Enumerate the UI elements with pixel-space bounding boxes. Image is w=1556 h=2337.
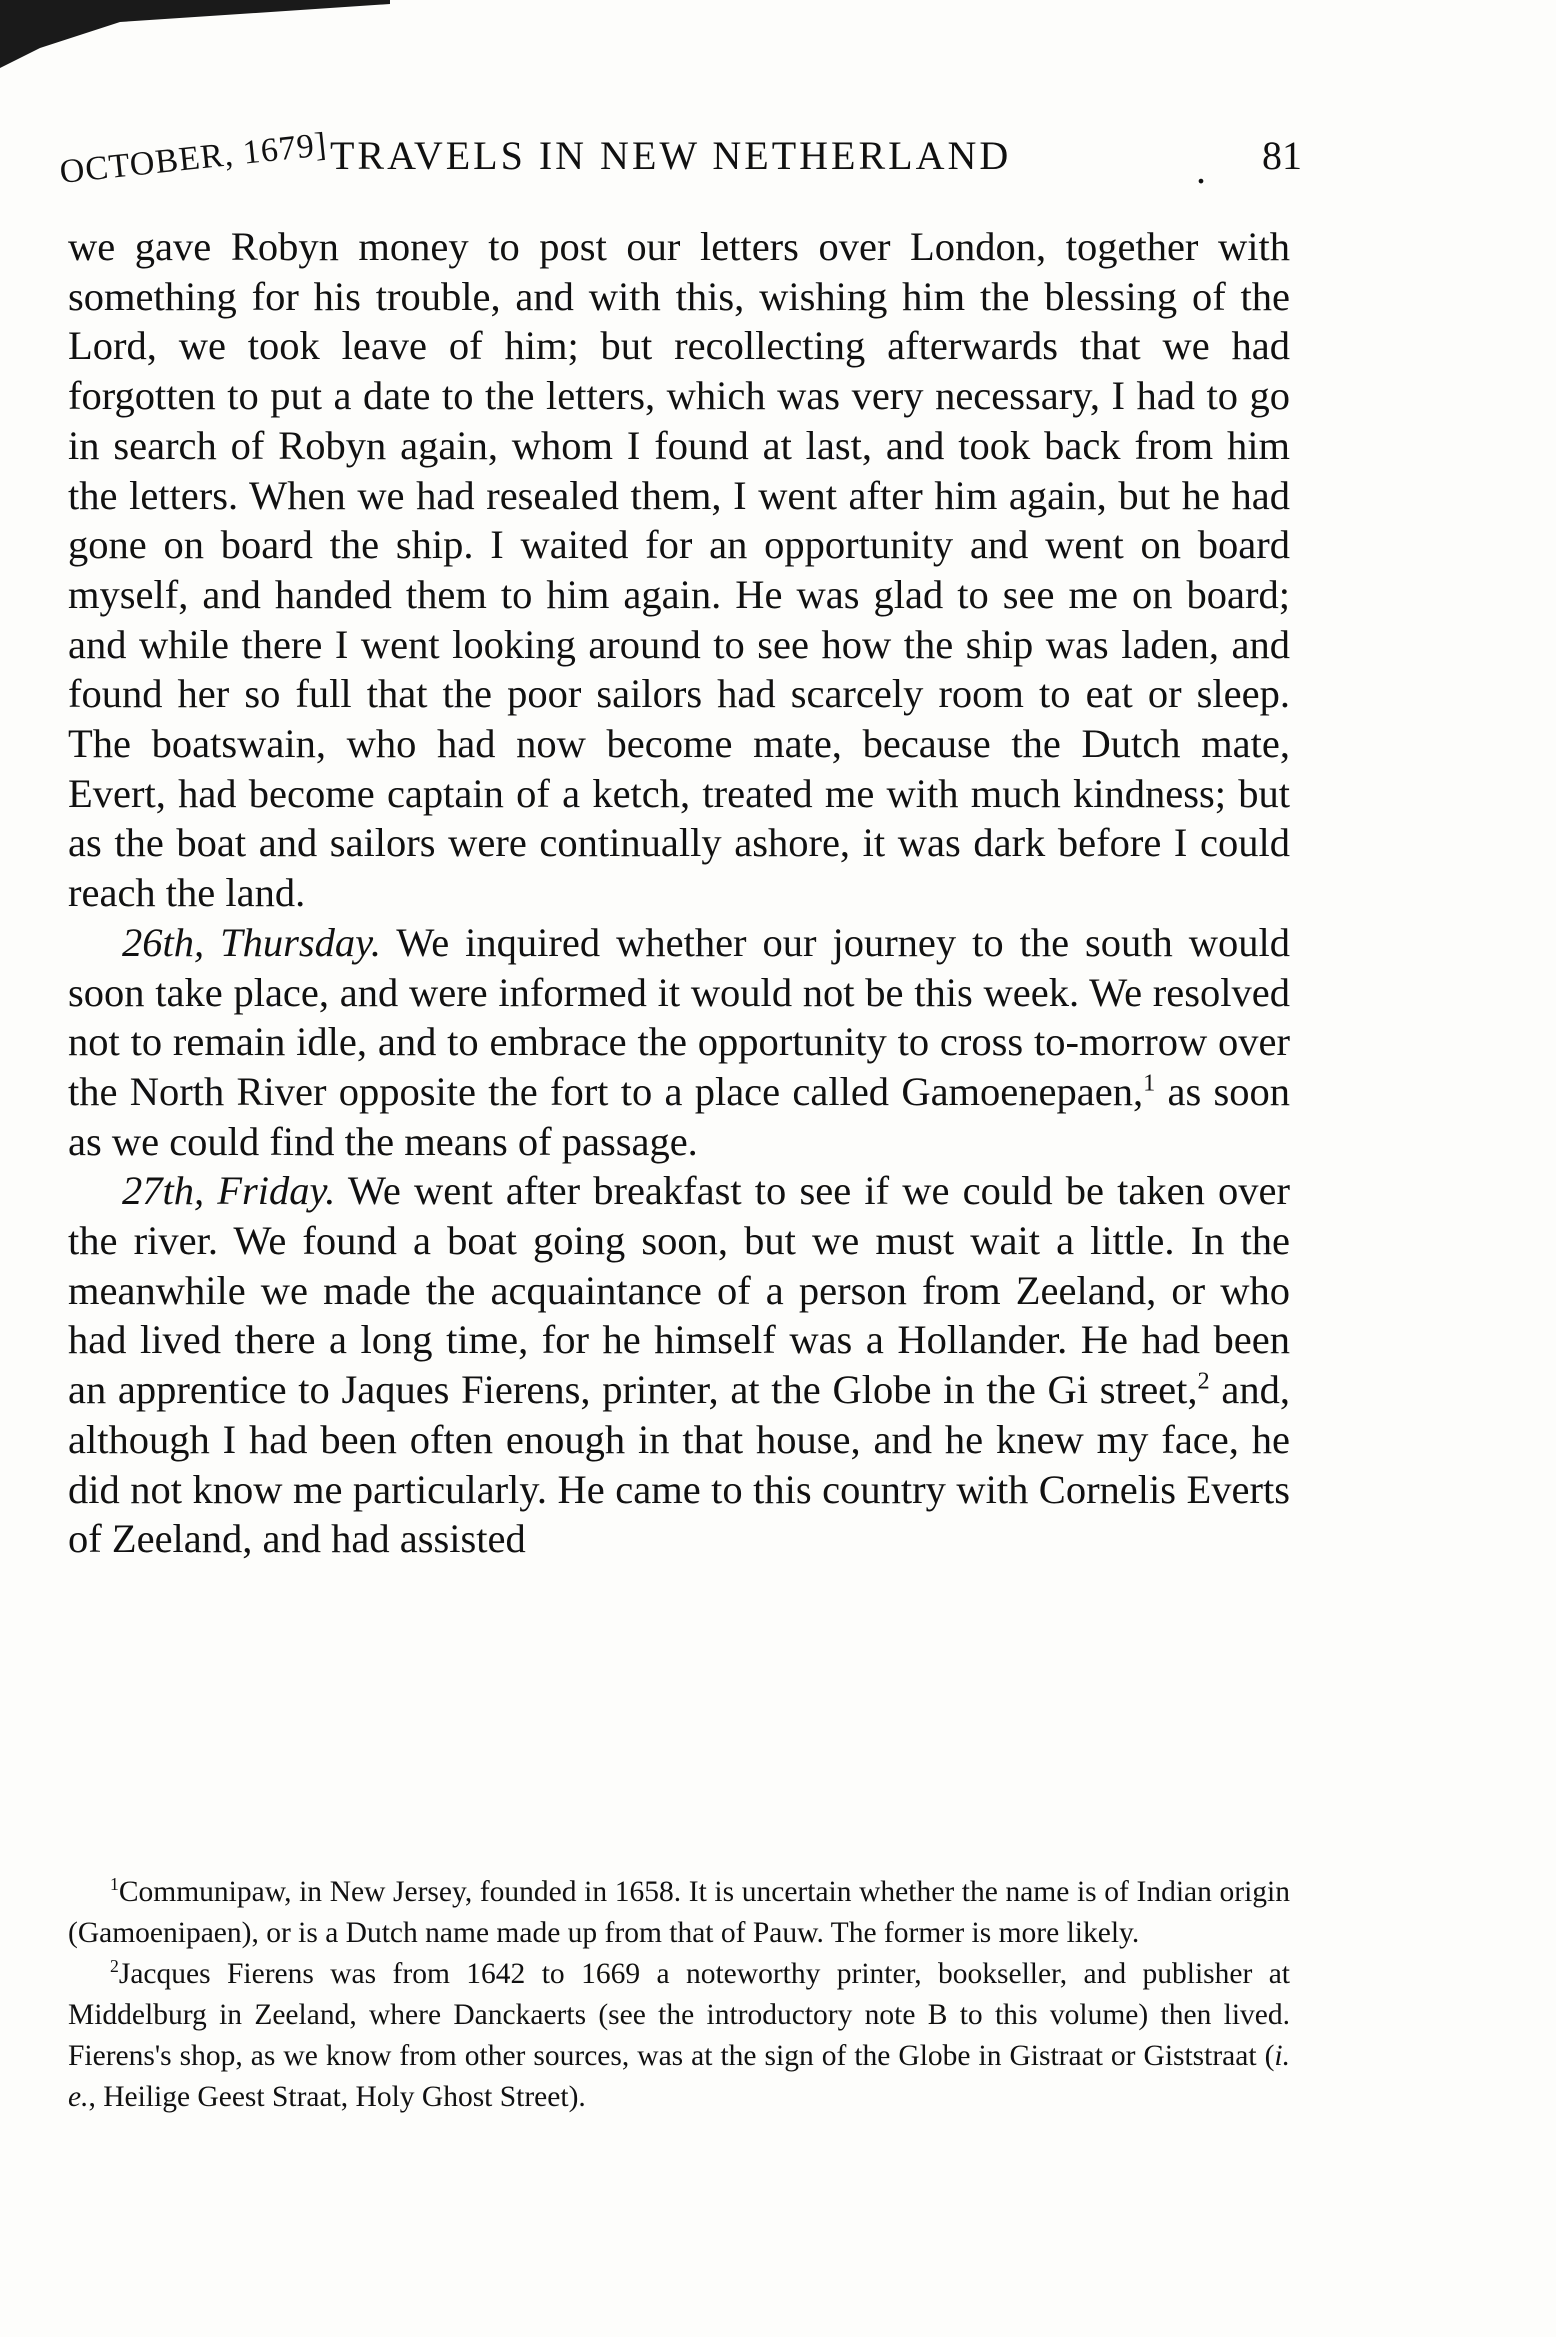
scan-artifact-mark [0,0,390,70]
footnotes [68,1872,1290,2118]
paragraph-3 [68,1166,1290,1564]
footnote-2-text-a: Jacques Fierens was from 1642 to 1669 a noteworthy printer, bookseller, and publisher at Middelburg in Zeeland, where Danckaerts (see the introductory note B to this volume) then lived. Fierens's shop, as we know from other sources, was at the sign of the Globe in Gistraat or Giststraat ( [68,1958,1290,2072]
footnote-2-marker: 2 [110,1956,119,1977]
footnote-2 [68,1954,1290,2118]
footnote-1 [68,1872,1290,1954]
paragraph-2-text-a: We inquired whether our journey to the south would soon take place, and were informed it would not be this week. We resolved not to remain idle, and to embrace the opportunity to cross to-morrow over the North River opposite the fort to a place called Gamoenepaen, [68,919,1291,1114]
paragraph-1: we gave Robyn money to post our letters over London, together with something for his trouble, and with this, wishing him the blessing of the Lord, we took leave of him; but recollecting afterwards that we had forgotten to put a date to the letters, which was very necessary, I had to go in search of Robyn again, whom I found at last, and took back from him the letters. When we had resealed them, I went after him again, but he had gone on board the ship. I waited for an opportunity and went on board myself, and handed them to him again. He was glad to see me on board; and while there I went looking around to see how the ship was laden, and found her so full that the poor sailors had scarcely room to eat or sleep. The boatswain, who had now become mate, because the Dutch mate, Evert, had become captain of a ketch, treated me with much kindness; but as the boat and sailors were continually ashore, it was dark before I could reach the land. [68,224,1290,916]
header-date: OCTOBER, 1679] [58,126,329,192]
header-title: TRAVELS IN NEW NETHERLAND [330,133,1012,178]
paragraph-3-text-a: We went after breakfast to see if we could be taken over the river. We found a boat going soon, but we must wait a little. In the meanwhile we made the acquaintance of a person from Zeeland, or who had lived there a long time, for he himself was a Hollander. He had been an apprentice to Jaques Fierens, printer, at the Globe in the Gi street, [68,1168,1291,1413]
footnote-2-text-b: , Heilige Geest Straat, Holy Ghost Street). [88,2081,586,2113]
paragraph-3-text-b: and, although I had been often enough in that house, and he knew my face, he did not know me particularly. He came to this country with Cornelis Everts of Zeeland, and had assisted [68,1367,1290,1562]
footnote-ref-1[interactable]: 1 [1143,1069,1156,1097]
entry-date-27: 27th, Friday. [122,1168,336,1214]
entry-date-26: 26th, Thursday. [122,919,382,965]
paragraph-2-text-b: as soon as we could find the means of passage. [68,1068,1291,1164]
header-dot: . [1196,147,1206,192]
paragraph-2 [68,918,1290,1167]
footnote-1-marker: 1 [110,1874,119,1895]
page-number: 81 [1262,133,1302,178]
footnote-1-text: Communipaw, in New Jersey, founded in 1658. It is uncertain whether the name is of Indian origin (Gamoenipaen), or is a Dutch name made up from that of Pauw. The former is more likely. [68,1876,1290,1949]
running-header [58,126,1302,202]
body-text [68,222,1290,1564]
footnote-2-ie: i. e. [68,2040,1290,2113]
footnote-ref-2[interactable]: 2 [1197,1367,1210,1395]
